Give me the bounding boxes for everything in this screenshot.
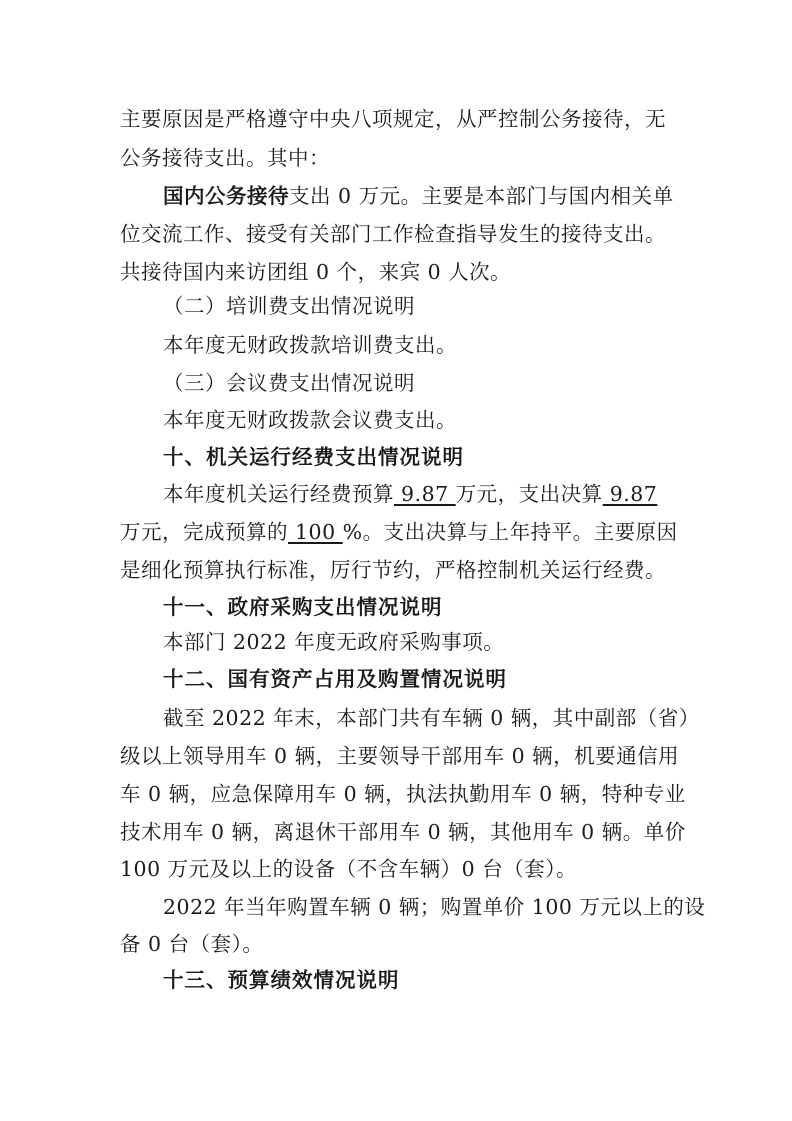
paragraph-line: 主要原因是严格遵守中央八项规定，从严控制公务接待，无 <box>120 107 666 131</box>
paragraph-line: 级以上领导用车 0 辆，主要领导干部用车 0 辆，机要通信用 <box>120 744 680 768</box>
paragraph-line: 国内公务接待支出 0 万元。主要是本部门与国内相关单 <box>163 184 674 208</box>
section-heading: 十二、国有资产占用及购置情况说明 <box>163 667 507 691</box>
budget-value: 9.87 <box>394 482 456 506</box>
paragraph-line: 本年度无财政拨款培训费支出。 <box>163 333 457 357</box>
paragraph-line: 本年度无财政拨款会议费支出。 <box>163 408 457 432</box>
paragraph-line: 本年度机关运行经费预算 9.87 万元，支出决算 9.87 <box>163 482 658 506</box>
paragraph-line: 位交流工作、接受有关部门工作检查指导发生的接待支出。 <box>120 222 666 246</box>
paragraph-line: 本部门 2022 年度无政府采购事项。 <box>163 630 505 654</box>
paragraph-line: 车 0 辆，应急保障用车 0 辆，执法执勤用车 0 辆，特种专业 <box>120 782 686 806</box>
subsection-heading: （三）会议费支出情况说明 <box>163 371 415 395</box>
paragraph-line: 100 万元及以上的设备（不含车辆）0 台（套）。 <box>120 857 577 881</box>
paragraph-line: 截至 2022 年末，本部门共有车辆 0 辆，其中副部（省） <box>163 706 700 730</box>
subsection-heading: （二）培训费支出情况说明 <box>163 294 415 318</box>
section-heading: 十三、预算绩效情况说明 <box>163 968 400 992</box>
actual-value: 9.87 <box>602 482 658 506</box>
paragraph-line: 公务接待支出。其中： <box>120 146 330 170</box>
completion-rate: 100 <box>288 520 343 544</box>
section-heading: 十、机关运行经费支出情况说明 <box>163 445 464 469</box>
section-heading: 十一、政府采购支出情况说明 <box>163 595 443 619</box>
paragraph-line: 是细化预算执行标准，厉行节约，严格控制机关运行经费。 <box>120 558 666 582</box>
bold-term: 国内公务接待 <box>163 184 289 208</box>
paragraph-line: 备 0 台（套）。 <box>120 932 264 956</box>
paragraph-line: 2022 年当年购置车辆 0 辆；购置单价 100 万元以上的设 <box>163 895 706 919</box>
paragraph-line: 技术用车 0 辆，离退休干部用车 0 辆，其他用车 0 辆。单价 <box>120 820 686 844</box>
paragraph-line: 万元，完成预算的 100 %。支出决算与上年持平。主要原因 <box>120 520 678 544</box>
paragraph-line: 共接待国内来访团组 0 个，来宾 0 人次。 <box>120 260 512 284</box>
